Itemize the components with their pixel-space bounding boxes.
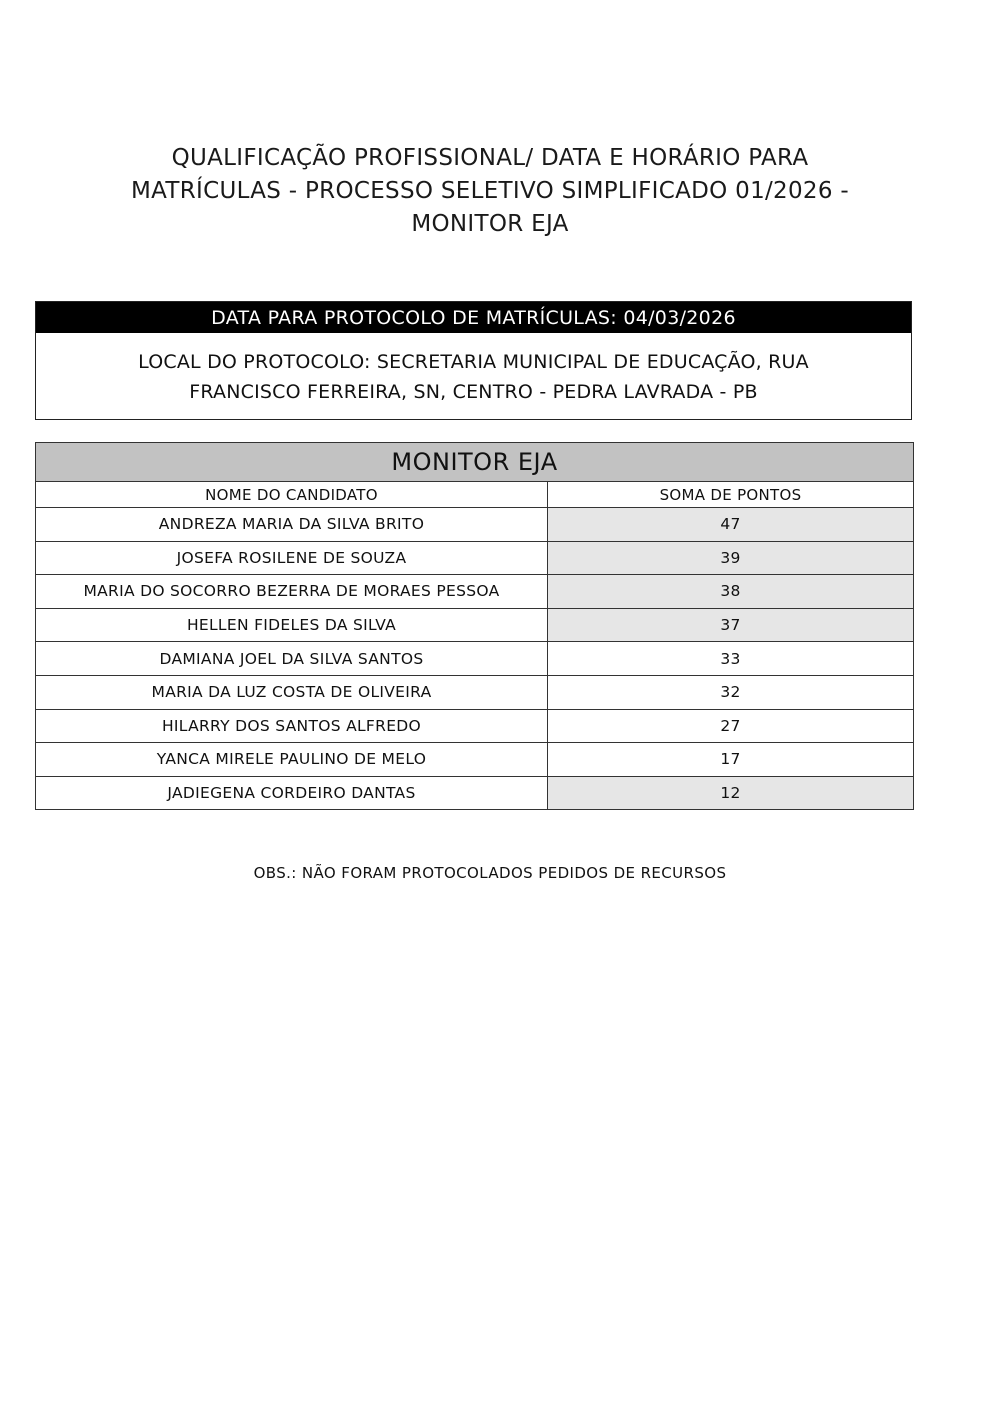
- candidate-score: 37: [548, 608, 914, 642]
- protocol-date-banner: DATA PARA PROTOCOLO DE MATRÍCULAS: 04/03/2026: [36, 302, 911, 333]
- observation-note: OBS.: NÃO FORAM PROTOCOLADOS PEDIDOS DE RECURSOS: [253, 864, 727, 882]
- table-row: [36, 575, 914, 609]
- title-line-3: MONITOR EJA: [411, 211, 569, 237]
- candidate-score: 38: [548, 575, 914, 609]
- candidate-name: HILARRY DOS SANTOS ALFREDO: [36, 709, 548, 743]
- table-row: [36, 642, 914, 676]
- document-title: [90, 142, 890, 241]
- candidate-name: MARIA DO SOCORRO BEZERRA DE MORAES PESSOA: [36, 575, 548, 609]
- candidate-score: 17: [548, 743, 914, 777]
- protocol-location-line-1: LOCAL DO PROTOCOLO: SECRETARIA MUNICIPAL DE EDUCAÇÃO, RUA: [138, 351, 809, 373]
- table-row: [36, 608, 914, 642]
- candidate-score: 39: [548, 541, 914, 575]
- column-header-row: [36, 482, 914, 508]
- results-table: [35, 442, 914, 810]
- protocol-info-box: [35, 301, 912, 420]
- title-line-2: MATRÍCULAS - PROCESSO SELETIVO SIMPLIFICADO 01/2026 -: [131, 178, 849, 204]
- candidate-score: 32: [548, 675, 914, 709]
- table-row: [36, 709, 914, 743]
- table-row: [36, 743, 914, 777]
- table-row: [36, 675, 914, 709]
- candidate-name: MARIA DA LUZ COSTA DE OLIVEIRA: [36, 675, 548, 709]
- candidate-name: YANCA MIRELE PAULINO DE MELO: [36, 743, 548, 777]
- candidate-score: 27: [548, 709, 914, 743]
- candidate-name: ANDREZA MARIA DA SILVA BRITO: [36, 508, 548, 542]
- title-line-1: QUALIFICAÇÃO PROFISSIONAL/ DATA E HORÁRIO PARA: [171, 145, 809, 171]
- candidate-name: DAMIANA JOEL DA SILVA SANTOS: [36, 642, 548, 676]
- protocol-location-line-2: FRANCISCO FERREIRA, SN, CENTRO - PEDRA LAVRADA - PB: [189, 381, 758, 403]
- candidate-name: HELLEN FIDELES DA SILVA: [36, 608, 548, 642]
- candidate-score: 12: [548, 776, 914, 810]
- candidate-score: 47: [548, 508, 914, 542]
- column-header-name: NOME DO CANDIDATO: [36, 482, 548, 508]
- candidate-score: 33: [548, 642, 914, 676]
- column-header-score: SOMA DE PONTOS: [548, 482, 914, 508]
- candidate-name: JADIEGENA CORDEIRO DANTAS: [36, 776, 548, 810]
- candidate-name: JOSEFA ROSILENE DE SOUZA: [36, 541, 548, 575]
- table-row: [36, 541, 914, 575]
- section-header-row: [36, 443, 914, 482]
- protocol-location: [36, 333, 911, 419]
- table-row: [36, 776, 914, 810]
- section-title: MONITOR EJA: [36, 443, 914, 482]
- table-row: [36, 508, 914, 542]
